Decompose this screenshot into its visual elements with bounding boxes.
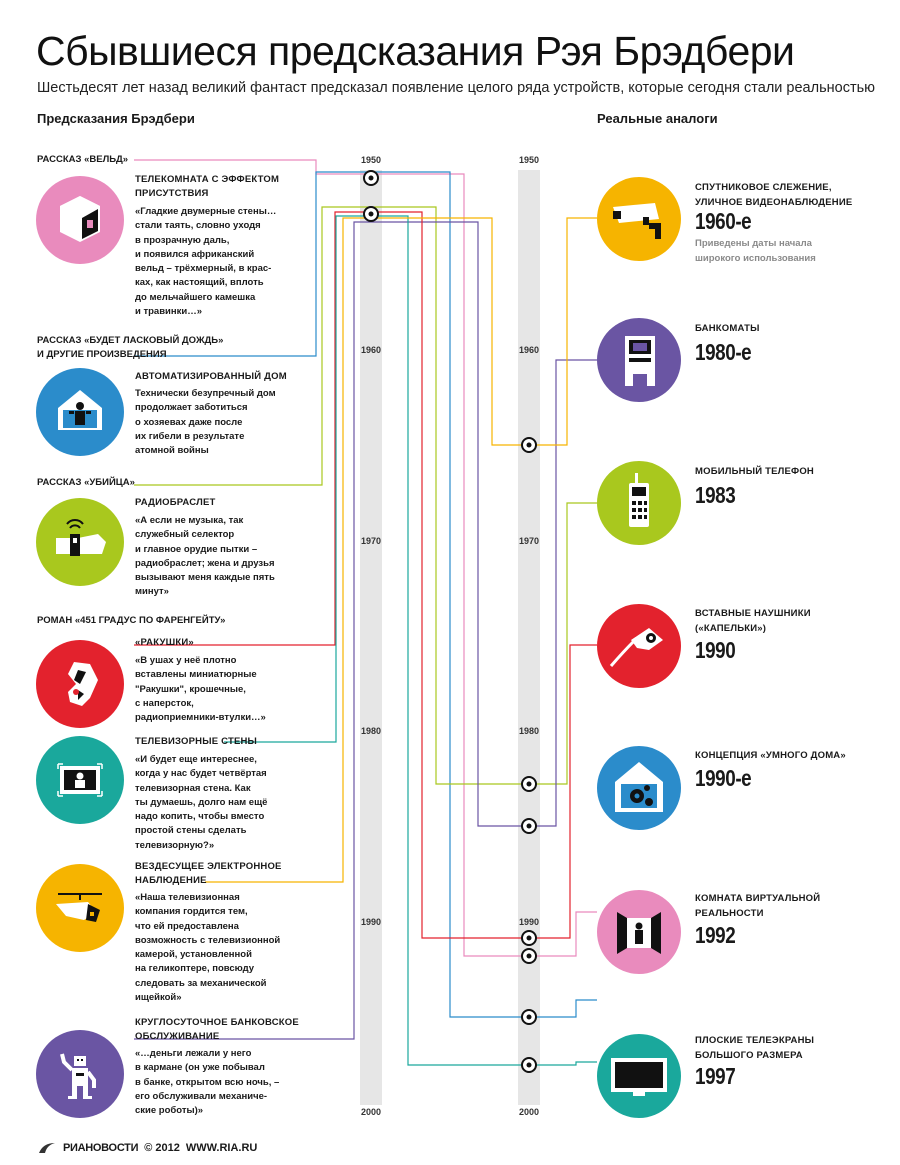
footer-url[interactable]: WWW.RIA.RU: [185, 1142, 258, 1154]
analog-title: БАНКОМАТЫ: [695, 323, 760, 334]
prediction-title: «РАКУШКИ»: [135, 637, 194, 648]
prediction-title: КРУГЛОСУТОЧНОЕ БАНКОВСКОЕ ОБСЛУЖИВАНИЕ: [135, 1017, 299, 1042]
ria-logo-icon: [37, 1141, 57, 1155]
analog-title: КОНЦЕПЦИЯ «УМНОГО ДОМА»: [695, 750, 846, 761]
atm-icon: [597, 318, 681, 402]
year-label: 1990: [360, 917, 382, 927]
page-subtitle: Шестьдесят лет назад великий фантаст предсказал появление целого ряда устройств, которые сегодня стали реальностью: [37, 80, 876, 96]
prediction-title: ВЕЗДЕСУЩЕЕ ЭЛЕКТРОННОЕ НАБЛЮДЕНИЕ: [135, 861, 282, 886]
analog-note: Приведены даты начала широкого использования: [695, 238, 816, 264]
mobile-phone-icon: [597, 461, 681, 545]
year-label: 1980: [360, 726, 382, 736]
year-label: 2000: [518, 1107, 540, 1117]
footer-brand: РИАНОВОСТИ: [63, 1142, 139, 1154]
prediction-quote: «В ушах у неё плотно вставлены миниатюрные "Ракушки", крошечные, с наперсток, радиоприемники-втулки…»: [135, 655, 266, 724]
left-column-heading: Предсказания Брэдбери: [37, 111, 195, 126]
prediction-quote: «…деньги лежали у него в кармане (он уже побывал в банке, открытом всю ночь, – его обслуживали механиче- ские роботы)»: [135, 1048, 280, 1117]
right-column-heading: Реальные аналоги: [597, 111, 718, 126]
automated-house-icon: [36, 368, 124, 456]
analog-year: 1990-е: [695, 765, 752, 791]
footer-copyright: © 2012: [144, 1142, 180, 1154]
prediction-quote: «А если не музыка, так служебный селектор и главное орудие пытки – радиобраслет; жена и друзья вызывают меня каждые пять минут»: [135, 515, 275, 598]
analog-title: ПЛОСКИЕ ТЕЛЕЭКРАНЫ БОЛЬШОГО РАЗМЕРА: [695, 1035, 815, 1061]
analog-title: КОМНАТА ВИРТУАЛЬНОЙ РЕАЛЬНОСТИ: [695, 893, 821, 919]
radio-bracelet-icon: [36, 498, 124, 586]
year-label: 1980: [518, 726, 540, 736]
prediction-title: ТЕЛЕВИЗОРНЫЕ СТЕНЫ: [135, 736, 258, 747]
year-label: 1970: [360, 536, 382, 546]
footer-credit: [37, 1141, 257, 1155]
analog-title: ВСТАВНЫЕ НАУШНИКИ («КАПЕЛЬКИ»): [695, 608, 811, 634]
left-axis-nodes: [364, 171, 378, 221]
year-label: 2000: [360, 1107, 382, 1117]
story-label: РАССКАЗ «УБИЙЦА»: [37, 477, 135, 488]
prediction-title: ТЕЛЕКОМНАТА С ЭФФЕКТОМ ПРИСУТСТВИЯ: [135, 174, 280, 199]
analog-year: 1980-е: [695, 339, 752, 365]
year-label: 1960: [518, 345, 540, 355]
story-label: РАССКАЗ «БУДЕТ ЛАСКОВЫЙ ДОЖДЬ» И ДРУГИЕ ПРОИЗВЕДЕНИЯ: [37, 335, 224, 360]
story-label: РОМАН «451 ГРАДУС ПО ФАРЕНГЕЙТУ»: [37, 615, 226, 626]
tv-wall-icon: [36, 736, 124, 824]
analog-year: 1990: [695, 637, 736, 663]
year-label: 1960: [360, 345, 382, 355]
year-label: 1950: [518, 155, 540, 165]
year-label: 1990: [518, 917, 540, 927]
page-title: Сбывшиеся предсказания Рэя Брэдбери: [36, 28, 795, 74]
year-label: 1970: [518, 536, 540, 546]
prediction-quote: «Наша телевизионная компания гордится тем, что ей предоставлена возможность с телевизионной камерой, установленной на геликоптере, повсюду следовать за механической ищейкой»: [135, 892, 281, 1004]
analog-title: МОБИЛЬНЫЙ ТЕЛЕФОН: [695, 466, 814, 477]
in-ear-headphones-icon: [597, 604, 681, 688]
year-label: 1950: [360, 155, 382, 165]
flat-screen-icon: [597, 1034, 681, 1118]
analog-year: 1983: [695, 482, 736, 508]
cctv-camera-icon: [597, 177, 681, 261]
prediction-quote: «И будет еще интереснее, когда у нас будет четвёртая телевизорная стена. Как ты думаешь, долго нам ещё надо копить, чтобы вместо простой стены сделать телевизорную?»: [135, 754, 268, 851]
prediction-quote: Технически безупречный дом продолжает заботиться о хозяевах даже после их гибели в результате атомной войны: [135, 388, 276, 457]
story-label: РАССКАЗ «ВЕЛЬД»: [37, 154, 128, 165]
bank-robot-icon: [36, 1030, 124, 1118]
smart-home-icon: [597, 746, 681, 830]
analog-title: СПУТНИКОВОЕ СЛЕЖЕНИЕ, УЛИЧНОЕ ВИДЕОНАБЛЮДЕНИЕ: [695, 182, 853, 208]
prediction-quote: «Гладкие двумерные стены… стали таять, словно уходя в прозрачную даль, и появился африканский вельд – трёхмерный, в крас- ках, как настоящий, вплоть до мельчайшего камешка и травинки…»: [135, 206, 277, 318]
vr-room-icon: [36, 176, 124, 264]
analog-year: 1997: [695, 1063, 736, 1089]
analog-year: 1992: [695, 922, 736, 948]
helicopter-camera-icon: [36, 864, 124, 952]
analog-year: 1960-е: [695, 208, 752, 234]
right-axis-nodes: [522, 438, 536, 1072]
prediction-title: АВТОМАТИЗИРОВАННЫЙ ДОМ: [135, 371, 287, 382]
prediction-title: РАДИОБРАСЛЕТ: [135, 497, 216, 508]
earbuds-icon: [36, 640, 124, 728]
virtual-room-icon: [597, 890, 681, 974]
